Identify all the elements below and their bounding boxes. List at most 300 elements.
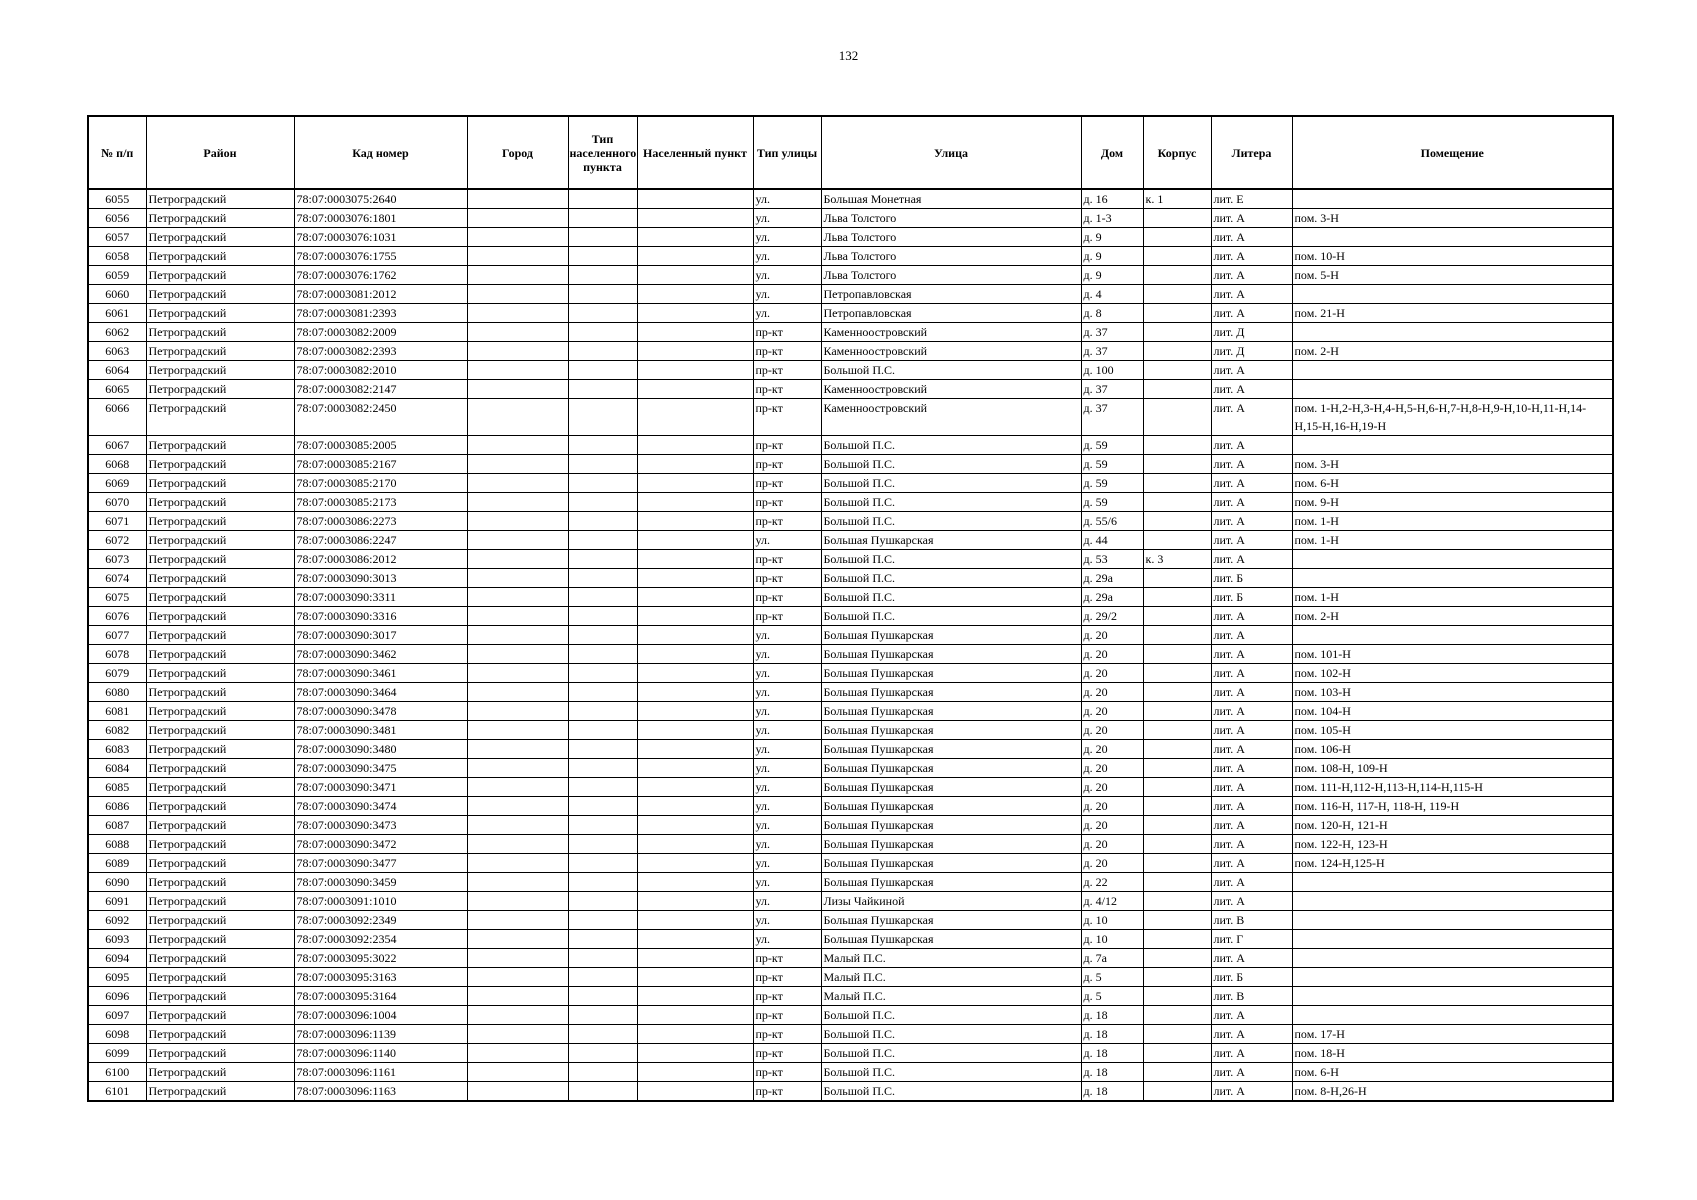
table-cell [1292,550,1613,569]
table-row [88,949,1613,968]
table-cell [467,531,568,550]
table-row [88,474,1613,493]
table-cell [467,493,568,512]
table-cell: лит. А [1211,380,1292,399]
table-cell: 78:07:0003076:1755 [294,247,467,266]
table-cell: д. 18 [1081,1025,1143,1044]
table-cell [1143,607,1211,626]
table-cell: Петроградский [146,304,294,323]
table-cell [568,209,637,228]
table-cell [1292,930,1613,949]
table-cell: пом. 116-Н, 117-Н, 118-Н, 119-Н [1292,797,1613,816]
table-cell: 6066 [88,399,146,436]
table-cell: лит. Б [1211,569,1292,588]
table-cell: д. 22 [1081,873,1143,892]
table-cell: Большая Пушкарская [821,645,1081,664]
table-cell: Большой П.С. [821,588,1081,607]
table-cell: 78:07:0003090:3475 [294,759,467,778]
table-cell: лит. А [1211,607,1292,626]
table-cell: 6098 [88,1025,146,1044]
table-cell [568,361,637,380]
table-cell [637,1025,753,1044]
header-cell: Тип населенного пункта [568,116,637,189]
table-cell [1143,228,1211,247]
table-cell [568,304,637,323]
table-cell: 78:07:0003076:1031 [294,228,467,247]
table-cell: Большой П.С. [821,607,1081,626]
table-cell [568,911,637,930]
table-cell: лит. А [1211,949,1292,968]
table-row [88,1025,1613,1044]
table-cell: д. 29/2 [1081,607,1143,626]
table-cell: Малый П.С. [821,987,1081,1006]
table-cell: Большой П.С. [821,493,1081,512]
table-cell: 78:07:0003090:3461 [294,664,467,683]
table-cell [467,1082,568,1102]
table-cell: лит. А [1211,247,1292,266]
table-cell: 78:07:0003090:3474 [294,797,467,816]
table-cell: 78:07:0003085:2173 [294,493,467,512]
table-cell [467,816,568,835]
table-cell: пом. 111-Н,112-Н,113-Н,114-Н,115-Н [1292,778,1613,797]
table-cell: Большой П.С. [821,455,1081,474]
table-cell: ул. [753,285,821,304]
table-cell: Большая Пушкарская [821,835,1081,854]
table-cell: Большой П.С. [821,1025,1081,1044]
table-cell [467,266,568,285]
table-cell: ул. [753,911,821,930]
table-cell: 78:07:0003090:3477 [294,854,467,873]
table-cell [637,873,753,892]
table-cell [637,968,753,987]
table-cell [568,987,637,1006]
table-cell: Большой П.С. [821,474,1081,493]
table-row [88,493,1613,512]
table-cell [467,189,568,209]
table-cell: д. 37 [1081,323,1143,342]
table-cell: д. 20 [1081,854,1143,873]
table-cell [1143,645,1211,664]
table-cell: пр-кт [753,361,821,380]
table-cell [637,797,753,816]
table-cell [1143,247,1211,266]
table-cell: Льва Толстого [821,266,1081,285]
table-cell: Петроградский [146,854,294,873]
table-cell: 6058 [88,247,146,266]
table-cell: Каменноостровский [821,323,1081,342]
table-cell: 78:07:0003082:2147 [294,380,467,399]
table-cell [637,512,753,531]
table-cell: ул. [753,721,821,740]
table-cell: д. 29а [1081,588,1143,607]
table-cell: 6064 [88,361,146,380]
table-row [88,759,1613,778]
table-cell: 6078 [88,645,146,664]
table-cell: 78:07:0003075:2640 [294,189,467,209]
page-number: 132 [838,48,859,63]
table-cell [637,493,753,512]
table-cell [637,1006,753,1025]
table-cell [467,1025,568,1044]
table-cell: пом. 3-Н [1292,209,1613,228]
table-cell: ул. [753,304,821,323]
table-cell: пр-кт [753,987,821,1006]
table-cell: Большой П.С. [821,1063,1081,1082]
table-cell [467,1006,568,1025]
table-cell [1292,626,1613,645]
table-cell [637,342,753,361]
table-cell [568,1082,637,1102]
table-cell: Петропавловская [821,285,1081,304]
table-cell [467,987,568,1006]
table-cell: 6097 [88,1006,146,1025]
table-cell [637,304,753,323]
table-cell [1143,721,1211,740]
table-cell [637,399,753,436]
table-cell [568,1006,637,1025]
table-cell [1143,1044,1211,1063]
table-cell: лит. А [1211,209,1292,228]
table-cell: 78:07:0003085:2170 [294,474,467,493]
table-cell [568,626,637,645]
table-cell: 78:07:0003076:1801 [294,209,467,228]
table-cell: пом. 1-Н [1292,531,1613,550]
table-cell: лит. А [1211,1044,1292,1063]
table-cell: Петроградский [146,361,294,380]
table-cell: пом. 10-Н [1292,247,1613,266]
table-cell: Петроградский [146,797,294,816]
table-cell: Большая Пушкарская [821,854,1081,873]
table-cell [637,1063,753,1082]
table-cell: ул. [753,797,821,816]
table-cell [1143,361,1211,380]
table-cell: пом. 2-Н [1292,342,1613,361]
table-cell [568,797,637,816]
table-row [88,1044,1613,1063]
table-cell: 6062 [88,323,146,342]
table-cell: 6060 [88,285,146,304]
table-row [88,816,1613,835]
table-cell [1292,968,1613,987]
table-cell [467,702,568,721]
table-cell [637,247,753,266]
table-cell: пр-кт [753,1006,821,1025]
table-cell: Большая Пушкарская [821,683,1081,702]
table-cell: д. 8 [1081,304,1143,323]
table-cell [467,228,568,247]
table-row [88,550,1613,569]
table-cell [1143,266,1211,285]
table-cell [1292,285,1613,304]
table-cell [1143,854,1211,873]
table-cell: 78:07:0003086:2273 [294,512,467,531]
table-cell [637,759,753,778]
table-cell [467,1044,568,1063]
table-cell [467,512,568,531]
table-cell: Петроградский [146,323,294,342]
table-cell [568,455,637,474]
table-cell: д. 4/12 [1081,892,1143,911]
table-cell: пом. 104-Н [1292,702,1613,721]
table-cell: пом. 3-Н [1292,455,1613,474]
table-cell: лит. А [1211,816,1292,835]
table-cell: ул. [753,778,821,797]
table-cell [568,664,637,683]
table-cell: 6074 [88,569,146,588]
table-cell [568,512,637,531]
table-cell: 78:07:0003090:3311 [294,588,467,607]
table-cell [467,607,568,626]
table-cell: 6087 [88,816,146,835]
table-cell [637,778,753,797]
table-cell: пр-кт [753,455,821,474]
table-cell: лит. В [1211,987,1292,1006]
table-cell: пом. 9-Н [1292,493,1613,512]
table-cell: 6093 [88,930,146,949]
table-cell [637,455,753,474]
table-row [88,873,1613,892]
table-cell: ул. [753,816,821,835]
table-row [88,588,1613,607]
table-cell [1143,209,1211,228]
table-cell [568,285,637,304]
table-cell: 6085 [88,778,146,797]
table-cell: лит. А [1211,228,1292,247]
table-cell: 6092 [88,911,146,930]
table-cell: ул. [753,645,821,664]
table-cell: Петроградский [146,455,294,474]
table-cell: лит. А [1211,797,1292,816]
table-body [88,189,1613,1101]
table-cell: пом. 120-Н, 121-Н [1292,816,1613,835]
table-row [88,626,1613,645]
table-cell: лит. А [1211,1006,1292,1025]
table-cell: Петроградский [146,209,294,228]
table-row [88,228,1613,247]
table-cell: 78:07:0003082:2393 [294,342,467,361]
table-cell: д. 20 [1081,721,1143,740]
table-cell: Большой П.С. [821,569,1081,588]
table-cell: ул. [753,683,821,702]
table-row [88,531,1613,550]
table-cell: Малый П.С. [821,949,1081,968]
table-cell: ул. [753,835,821,854]
table-cell: д. 37 [1081,399,1143,436]
table-row [88,266,1613,285]
table-cell [467,323,568,342]
table-cell: 6079 [88,664,146,683]
table-cell: Петроградский [146,531,294,550]
table-cell [467,911,568,930]
table-cell: лит. Б [1211,968,1292,987]
table-cell: Большая Пушкарская [821,816,1081,835]
table-cell: лит. А [1211,683,1292,702]
table-cell: пом. 5-Н [1292,266,1613,285]
table-cell: Большая Пушкарская [821,797,1081,816]
table-cell: 6090 [88,873,146,892]
table-row [88,380,1613,399]
table-cell: Льва Толстого [821,209,1081,228]
table-cell: пом. 1-Н,2-Н,3-Н,4-Н,5-Н,6-Н,7-Н,8-Н,9-Н,10-Н,11-Н,14-Н,15-Н,16-Н,19-Н [1292,399,1613,436]
table-cell [467,683,568,702]
table-cell: Большая Пушкарская [821,759,1081,778]
table-cell [1143,1006,1211,1025]
table-cell: 78:07:0003085:2167 [294,455,467,474]
table-cell: пом. 108-Н, 109-Н [1292,759,1613,778]
table-cell: Петропавловская [821,304,1081,323]
table-cell: ул. [753,266,821,285]
table-row [88,607,1613,626]
table-row [88,361,1613,380]
table-cell: пом. 106-Н [1292,740,1613,759]
table-cell [637,740,753,759]
table-cell: Петроградский [146,626,294,645]
table-cell: лит. А [1211,626,1292,645]
table-cell [1143,399,1211,436]
table-cell [568,380,637,399]
table-cell: пр-кт [753,607,821,626]
table-cell: лит. А [1211,1082,1292,1102]
table-cell: Большая Пушкарская [821,531,1081,550]
table-cell: д. 20 [1081,835,1143,854]
table-cell [568,228,637,247]
table-cell: Петроградский [146,247,294,266]
table-cell: лит. Е [1211,189,1292,209]
table-cell: Петроградский [146,380,294,399]
table-cell: 78:07:0003096:1163 [294,1082,467,1102]
table-cell: лит. В [1211,911,1292,930]
table-cell: Петроградский [146,816,294,835]
table-cell [1143,664,1211,683]
table-cell: 6083 [88,740,146,759]
table-cell: пом. 122-Н, 123-Н [1292,835,1613,854]
table-cell [1143,569,1211,588]
table-cell [637,209,753,228]
table-cell: Петроградский [146,968,294,987]
table-cell [1143,702,1211,721]
table-cell [568,342,637,361]
table-cell [637,721,753,740]
table-cell: Петроградский [146,911,294,930]
table-cell [1143,474,1211,493]
table-cell: Льва Толстого [821,247,1081,266]
table-cell: лит. А [1211,304,1292,323]
table-cell [1292,189,1613,209]
table-cell: 6080 [88,683,146,702]
table-cell [467,399,568,436]
table-cell [467,740,568,759]
table-cell: Петроградский [146,607,294,626]
table-cell [637,1082,753,1102]
table-cell: 6056 [88,209,146,228]
table-cell [637,531,753,550]
header-cell: Кад номер [294,116,467,189]
table-cell: лит. А [1211,664,1292,683]
table-row [88,399,1613,436]
table-cell: пр-кт [753,1082,821,1102]
table-cell [568,740,637,759]
table-cell: д. 59 [1081,455,1143,474]
table-cell: 6081 [88,702,146,721]
table-cell: д. 20 [1081,626,1143,645]
table-cell [637,189,753,209]
table-cell: 6084 [88,759,146,778]
table-row [88,911,1613,930]
table-row [88,569,1613,588]
table-cell: ул. [753,854,821,873]
table-cell: ул. [753,228,821,247]
table-cell [637,228,753,247]
table-cell: лит. Б [1211,588,1292,607]
table-cell [1143,892,1211,911]
table-cell [637,436,753,455]
table-cell [637,664,753,683]
table-cell: Петроградский [146,588,294,607]
header-cell: № п/п [88,116,146,189]
table-cell: ул. [753,740,821,759]
table-cell: пр-кт [753,588,821,607]
table-cell [568,266,637,285]
table-cell: д. 4 [1081,285,1143,304]
table-cell: 6071 [88,512,146,531]
table-cell: 78:07:0003086:2247 [294,531,467,550]
table-cell [637,835,753,854]
table-row [88,323,1613,342]
table-cell: 78:07:0003090:3471 [294,778,467,797]
table-cell: 78:07:0003076:1762 [294,266,467,285]
table-row [88,987,1613,1006]
table-cell [637,380,753,399]
table-cell [1143,531,1211,550]
table-cell: 6082 [88,721,146,740]
table-cell: Петроградский [146,1025,294,1044]
table-cell: Большой П.С. [821,550,1081,569]
table-cell: д. 5 [1081,968,1143,987]
table-cell: д. 59 [1081,493,1143,512]
table-cell: д. 18 [1081,1006,1143,1025]
table-cell: ул. [753,892,821,911]
table-row [88,664,1613,683]
table-cell: 78:07:0003081:2393 [294,304,467,323]
table-cell: Каменноостровский [821,399,1081,436]
table-cell [1292,361,1613,380]
table-cell: Петроградский [146,1082,294,1102]
table-cell [1143,759,1211,778]
table-cell [568,569,637,588]
table-cell: пом. 8-Н,26-Н [1292,1082,1613,1102]
table-cell: пом. 101-Н [1292,645,1613,664]
table-cell: лит. Г [1211,930,1292,949]
table-cell [1143,626,1211,645]
table-cell: 6076 [88,607,146,626]
table-cell [637,645,753,664]
table-cell: Каменноостровский [821,342,1081,361]
table-cell: лит. А [1211,455,1292,474]
table-cell: 78:07:0003095:3164 [294,987,467,1006]
table-cell [1292,949,1613,968]
table-cell [1292,323,1613,342]
table-cell: Большая Пушкарская [821,721,1081,740]
table-cell [1143,1082,1211,1102]
table-cell: лит. А [1211,740,1292,759]
table-cell: д. 10 [1081,911,1143,930]
table-cell: д. 20 [1081,816,1143,835]
table-cell: пом. 17-Н [1292,1025,1613,1044]
table-cell: пом. 1-Н [1292,512,1613,531]
table-cell: Петроградский [146,645,294,664]
table-cell: Петроградский [146,550,294,569]
table-cell: Петроградский [146,189,294,209]
